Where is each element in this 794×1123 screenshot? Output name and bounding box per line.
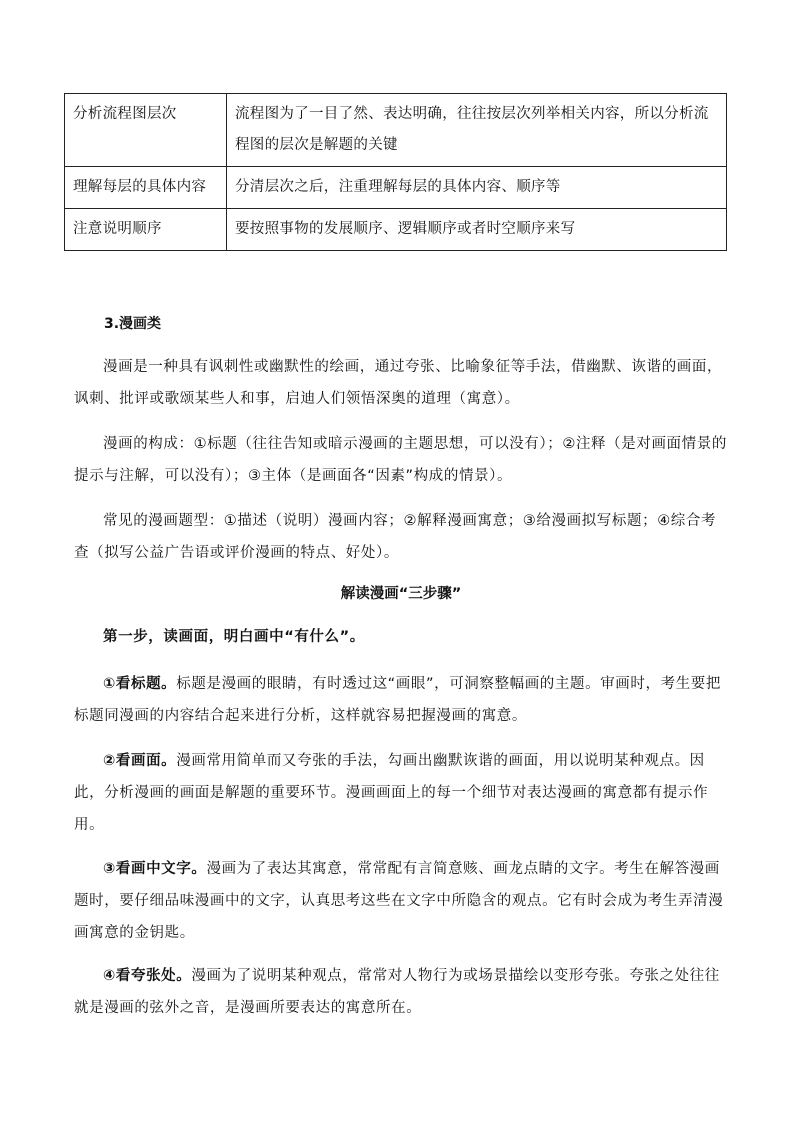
table-row-text: 流程图为了一目了然、表达明确，往往按层次列举相关内容，所以分析流程图的层次是解题的关键 — [227, 94, 727, 167]
intro-text: 漫画是一种具有讽刺性或幽默性的绘画，通过夸张、比喻象征等手法，借幽默、诙谐的画面，讽刺、批评或歌颂某些人和事，启迪人们领悟深奥的道理（寓意）。 — [74, 359, 723, 407]
step-item-label: ③看画中文字。 — [103, 861, 207, 877]
table-row-label: 理解每层的具体内容 — [65, 167, 227, 209]
method-table — [64, 93, 727, 251]
step1-heading: 第一步，读画面，明白画中“有什么”。 — [103, 629, 365, 645]
step-item-text-in-picture — [74, 853, 728, 949]
table-row — [65, 209, 727, 251]
composition-paragraph — [74, 428, 728, 492]
step-item-text: 漫画为了说明某种观点，常常对人物行为或场景描绘以变形夸张。夸张之处往往就是漫画的弦外之音，是漫画所要表达的寓意所在。 — [74, 968, 720, 1016]
table-row — [65, 94, 727, 167]
step-item-label: ④看夸张处。 — [103, 968, 192, 984]
table-row-text: 分清层次之后，注重理解每层的具体内容、顺序等 — [227, 167, 727, 209]
step-item-exaggeration — [74, 960, 728, 1024]
table-row-label: 注意说明顺序 — [65, 209, 227, 251]
section-heading: 3.漫画类 — [104, 316, 162, 332]
table-row-label: 分析流程图层次 — [65, 94, 227, 167]
step-item-title — [74, 668, 728, 732]
types-text: 常见的漫画题型：①描述（说明）漫画内容；②解释漫画寓意；③给漫画拟写标题；④综合考查（拟写公益广告语或评价漫画的特点、好处）。 — [74, 513, 717, 561]
step-item-picture — [74, 745, 728, 841]
step-item-label: ②看画面。 — [103, 753, 177, 769]
table-row — [65, 167, 727, 209]
composition-text: 漫画的构成：①标题（往往告知或暗示漫画的主题思想，可以没有）；②注释（是对画面情景的提示与注解，可以没有）；③主体（是画面各“因素”构成的情景）。 — [74, 436, 727, 484]
step-item-text: 漫画为了表达其寓意，常常配有言简意赅、画龙点睛的文字。考生在解答漫画题时，要仔细品味漫画中的文字，认真思考这些在文字中所隐含的观点。它有时会成为考生弄清漫画寓意的金钥匙。 — [74, 861, 724, 941]
table-row-text: 要按照事物的发展顺序、逻辑顺序或者时空顺序来写 — [227, 209, 727, 251]
step-item-label: ①看标题。 — [103, 676, 177, 692]
types-paragraph — [74, 505, 728, 569]
intro-paragraph — [74, 351, 728, 415]
step-item-text: 标题是漫画的眼睛，有时透过这“画眼”，可洞察整幅画的主题。审画时，考生要把标题同漫画的内容结合起来进行分析，这样就容易把握漫画的寓意。 — [74, 676, 722, 724]
step1-heading-block — [74, 621, 728, 653]
steps-title: 解读漫画“三步骤” — [340, 586, 462, 602]
step-item-text: 漫画常用简单而又夸张的手法，勾画出幽默诙谐的画面，用以说明某种观点。因此，分析漫画的画面是解题的重要环节。漫画画面上的每一个细节对表达漫画的寓意都有提示作用。 — [74, 753, 709, 833]
